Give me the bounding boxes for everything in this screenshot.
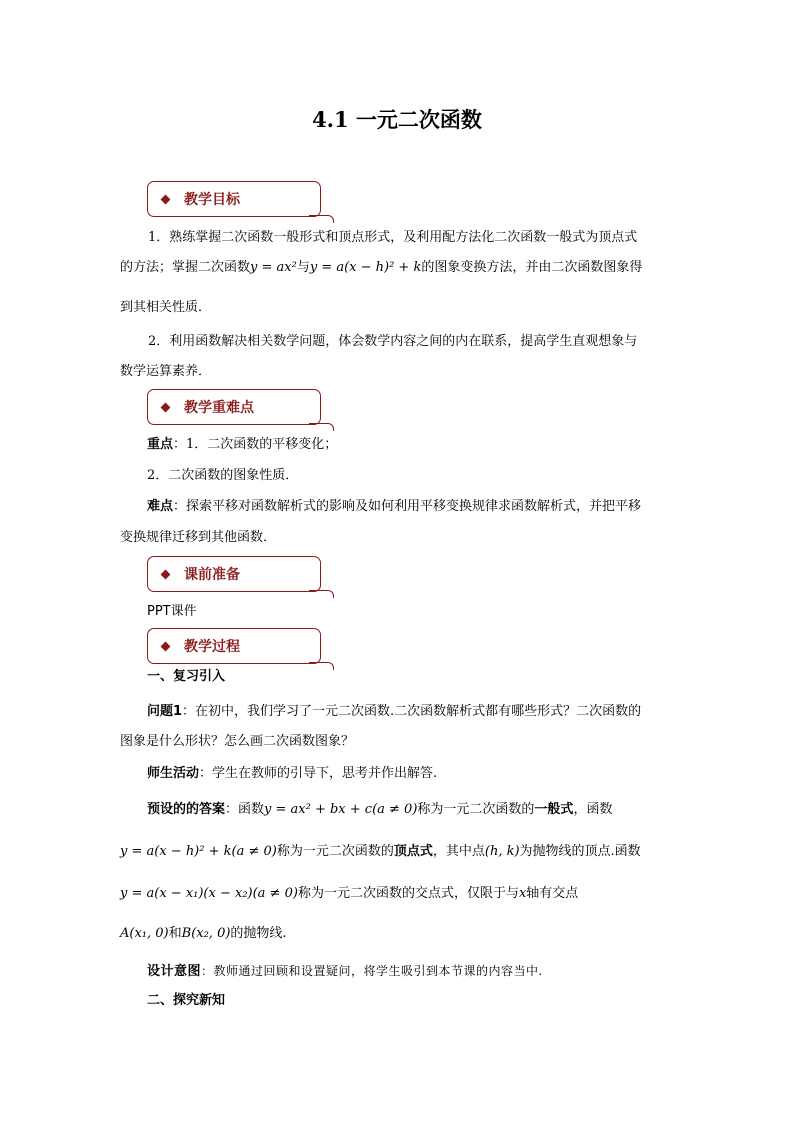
text-span: 的抛物线. bbox=[230, 926, 287, 941]
text-span: ，函数 bbox=[573, 802, 613, 817]
key-point-2 bbox=[147, 461, 702, 491]
hard-point bbox=[147, 492, 677, 522]
text-line: 到其相关性质． bbox=[120, 300, 212, 315]
text-span: ：探索平移对函数解析式的影响及如何利用平移变换规律求函数解析式，并把平移 bbox=[173, 499, 642, 514]
answer-line-3 bbox=[120, 879, 675, 909]
bold-term: 顶点式 bbox=[393, 844, 433, 859]
formula: B(x₂, 0) bbox=[181, 926, 231, 941]
section-header-prep bbox=[147, 556, 321, 592]
formula: A(x₁, 0) bbox=[120, 926, 169, 941]
question-1-line-2 bbox=[120, 727, 675, 757]
section-label: 课前准备 bbox=[184, 567, 240, 583]
formula: y = a(x − h)² + k(a ≠ 0) bbox=[120, 844, 277, 859]
design-label: 设计意图 bbox=[147, 964, 202, 979]
activity-label: 师生活动 bbox=[147, 766, 200, 781]
goal-paragraph-2-line-2 bbox=[120, 357, 675, 387]
answer-line-1 bbox=[147, 795, 677, 825]
goal-paragraph-1-line-2 bbox=[120, 253, 675, 283]
section-label: 教学过程 bbox=[184, 639, 240, 655]
heading-explore: 二、探究新知 bbox=[147, 993, 226, 1008]
text-span: 称为一元二次函数的 bbox=[276, 844, 394, 859]
question-1 bbox=[147, 697, 677, 727]
formula: y = ax² + bx + c(a ≠ 0) bbox=[264, 802, 418, 817]
text-span: 的图象变换方法，并由二次函数图象得 bbox=[421, 260, 643, 275]
formula: y = ax² bbox=[250, 260, 297, 275]
question-label: 问题1 bbox=[147, 704, 183, 719]
text-line: 变换规律迁移到其他函数． bbox=[120, 530, 277, 545]
diamond-icon bbox=[161, 642, 171, 652]
formula: x bbox=[518, 886, 527, 901]
text-span: ：在初中，我们学习了一元二次函数.二次函数解析式都有哪些形式？二次函数的 bbox=[182, 704, 642, 719]
text-line: 2．二次函数的图象性质． bbox=[147, 468, 299, 483]
text-line: 图象是什么形状？怎么画二次函数图象？ bbox=[120, 734, 355, 749]
formula: y = a(x − h)² + k bbox=[309, 260, 422, 275]
section-header-key-points bbox=[147, 389, 321, 425]
diamond-icon bbox=[161, 570, 171, 580]
text-span: 与 bbox=[296, 260, 310, 275]
prep-text: PPT课件 bbox=[147, 604, 197, 619]
text-line: 2．利用函数解决相关数学问题，体会数学内容之间的内在联系，提高学生直观想象与 bbox=[148, 334, 638, 349]
bold-term: 一般式 bbox=[534, 802, 574, 817]
text-span: 轴有交点 bbox=[526, 886, 579, 901]
text-span: ：函数 bbox=[225, 802, 265, 817]
answer-line-4 bbox=[120, 919, 675, 949]
goal-paragraph-1-line-3 bbox=[120, 293, 675, 323]
text-span: ：1．二次函数的平移变化； bbox=[173, 437, 338, 452]
goal-paragraph-1 bbox=[120, 223, 675, 253]
hard-point-line-2 bbox=[120, 523, 675, 553]
text-span: 为抛物线的顶点.函数 bbox=[519, 844, 641, 859]
hard-label: 难点 bbox=[147, 499, 174, 514]
page-title: 4.1 一元二次函数 bbox=[312, 107, 482, 132]
text-line: 1．熟练掌握二次函数一般形式和顶点形式，及利用配方法化二次函数一般式为顶点式 bbox=[148, 230, 638, 245]
text-span: 和 bbox=[168, 926, 182, 941]
section-label: 教学目标 bbox=[184, 192, 240, 208]
key-label: 重点 bbox=[147, 437, 174, 452]
design-intent bbox=[147, 956, 677, 987]
activity bbox=[147, 759, 702, 789]
goal-paragraph-2 bbox=[120, 327, 675, 357]
text-span: 的方法；掌握二次函数 bbox=[120, 260, 251, 275]
heading-review: 一、复习引入 bbox=[147, 669, 226, 684]
text-span: 称为一元二次函数的交点式，仅限于与 bbox=[297, 886, 519, 901]
text-line: 数学运算素养． bbox=[120, 364, 212, 379]
section-header-process bbox=[147, 628, 321, 664]
section-header-goals bbox=[147, 181, 321, 217]
header-tail-decoration bbox=[309, 215, 334, 223]
text-span: ，其中点 bbox=[432, 844, 485, 859]
formula: (h, k) bbox=[484, 844, 520, 859]
diamond-icon bbox=[161, 195, 171, 205]
answer-line-2 bbox=[120, 837, 675, 867]
answer-label: 预设的的答案 bbox=[147, 802, 226, 817]
text-span: 称为一元二次函数的 bbox=[417, 802, 535, 817]
diamond-icon bbox=[161, 403, 171, 413]
section-label: 教学重难点 bbox=[184, 400, 254, 416]
formula: y = a(x − x₁)(x − x₂)(a ≠ 0) bbox=[120, 886, 298, 901]
key-point-1 bbox=[147, 430, 702, 460]
text-span: ：学生在教师的引导下，思考并作出解答. bbox=[199, 766, 438, 781]
text-span: ：教师通过回顾和设置疑问，将学生吸引到本节课的内容当中. bbox=[201, 964, 543, 978]
